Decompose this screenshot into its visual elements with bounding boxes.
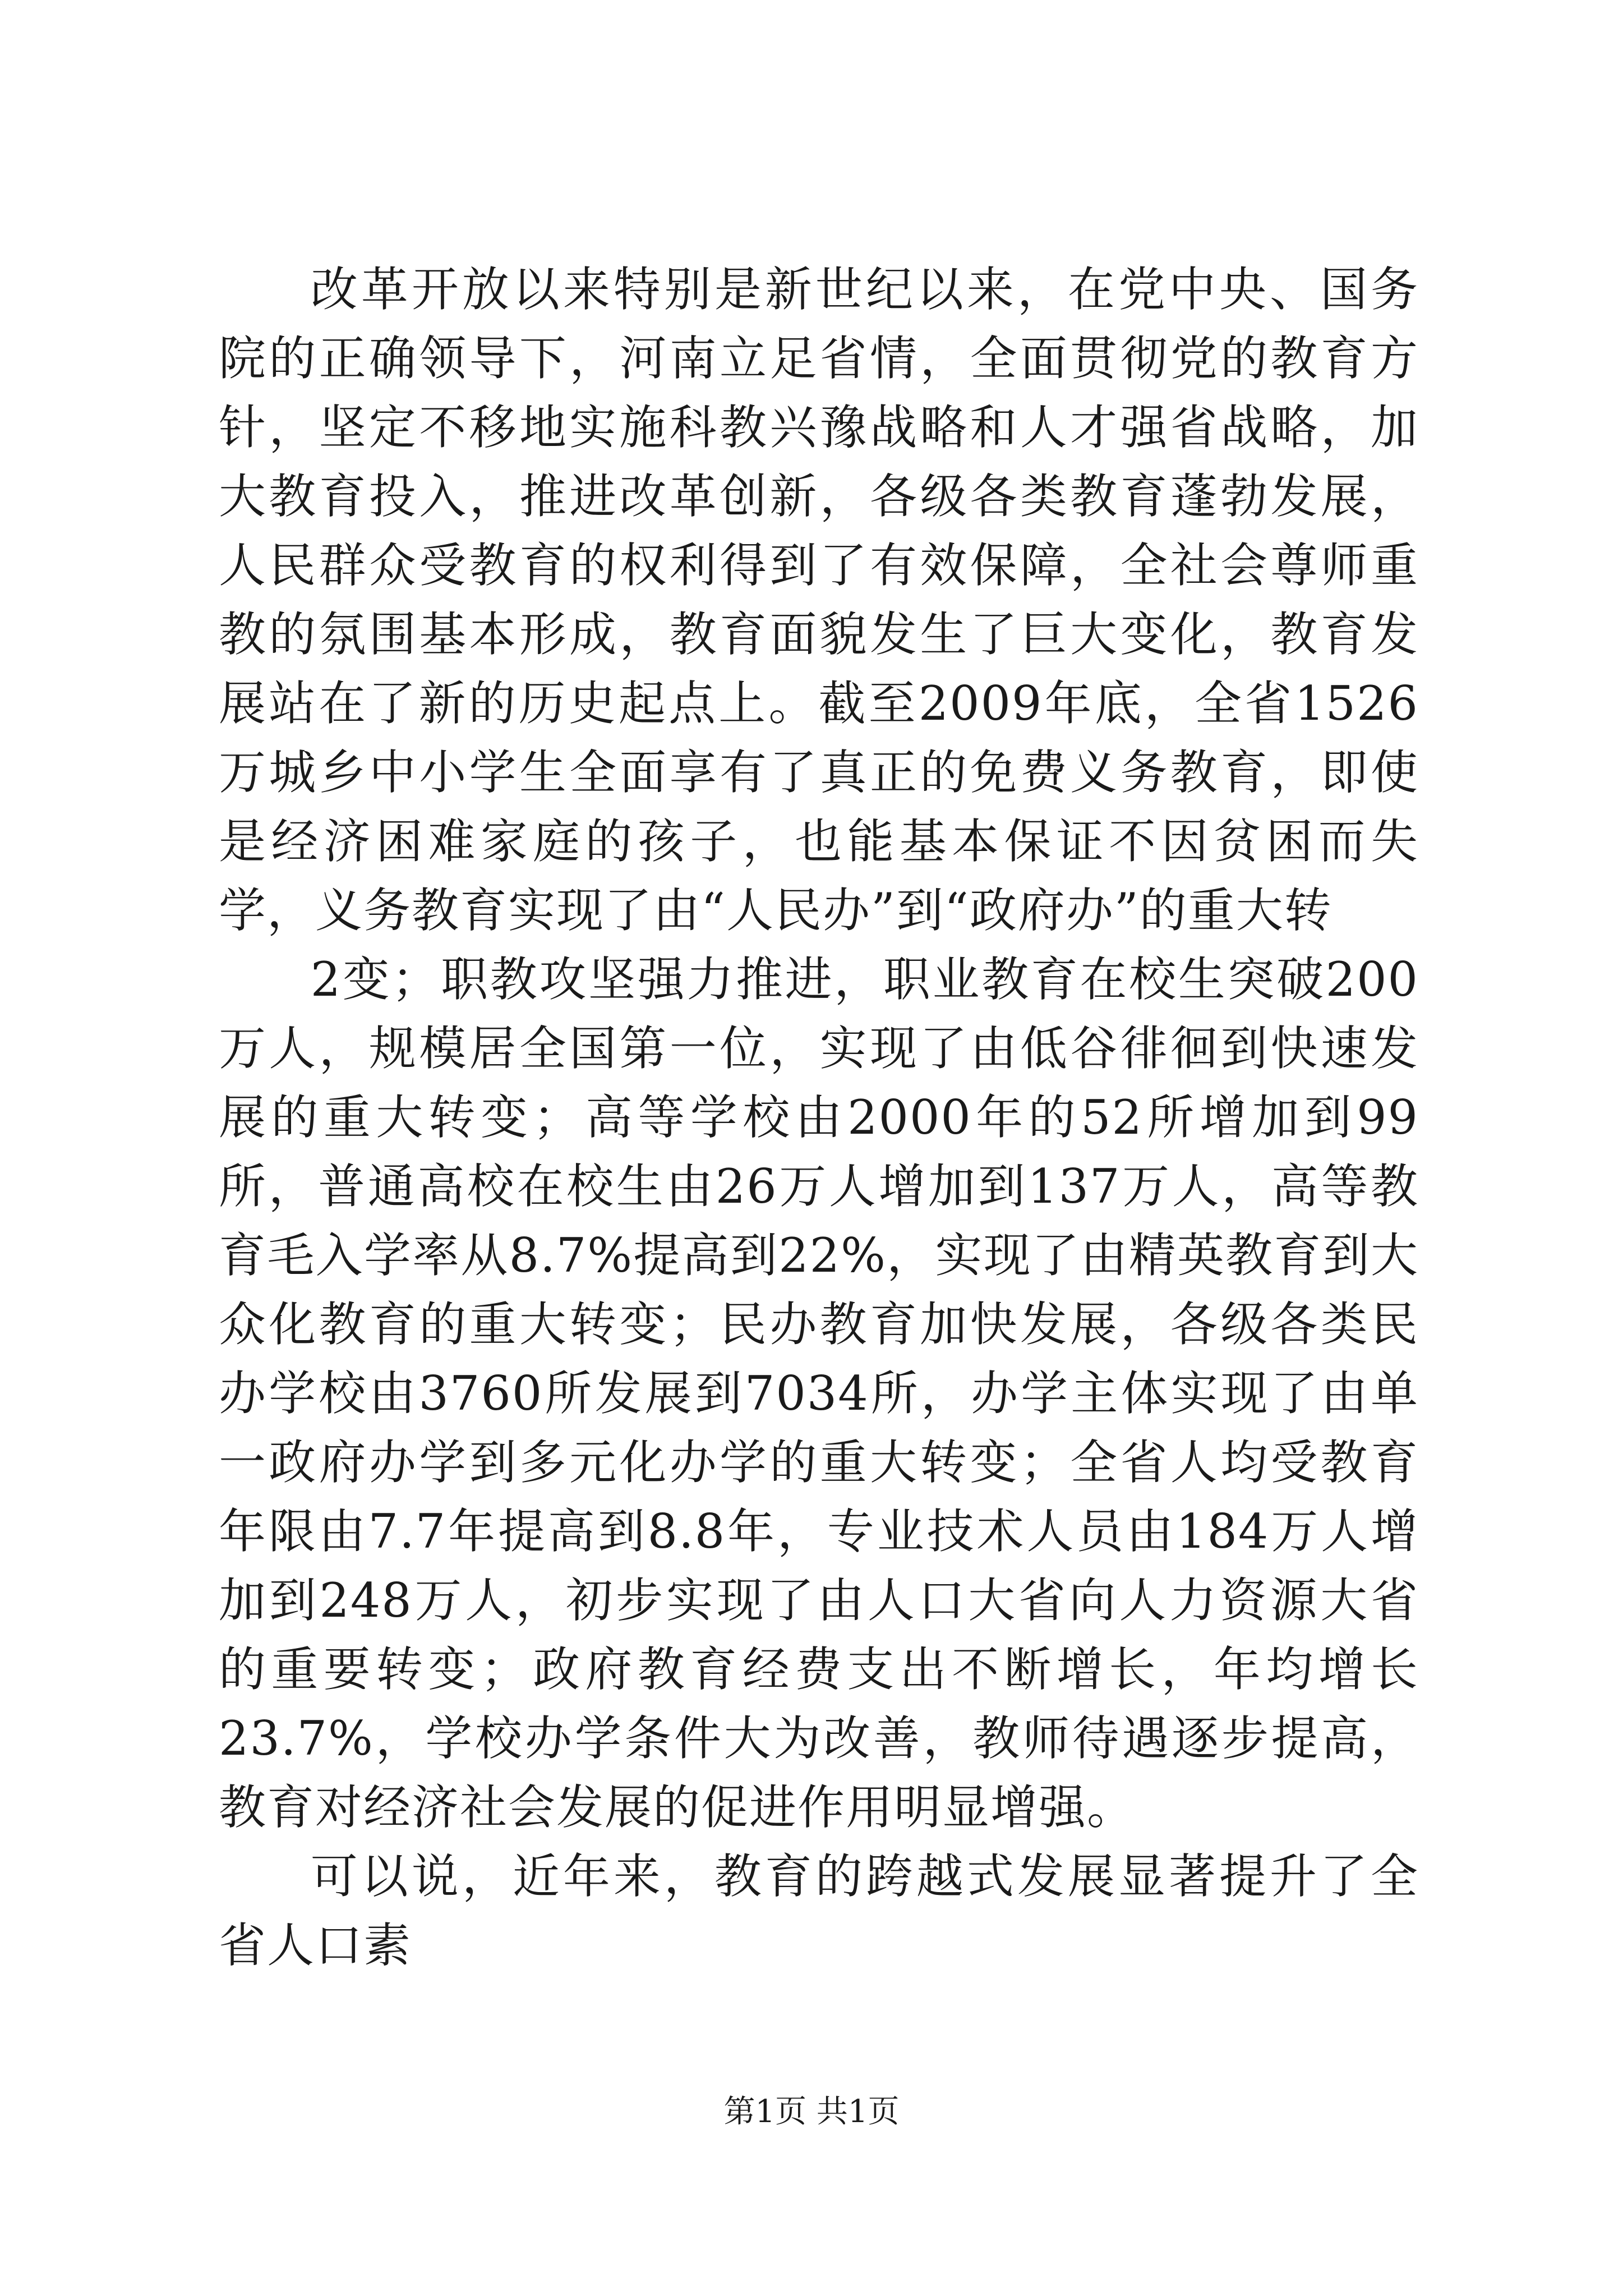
body-text xyxy=(219,255,1419,1980)
page-footer: 第1页 共1页 xyxy=(723,2093,900,2130)
paragraph-2: 2变；职教攻坚强力推进，职业教育在校生突破200万人，规模居全国第一位，实现了由低谷徘徊到快速发展的重大转变；高等学校由2000年的52所增加到99所，普通高校在校生由26万人增加到137万人，高等教育毛入学率从8.7%提高到22%，实现了由精英教育到大众化教育的重大转变；民办教育加快发展，各级各类民办学校由3760所发展到7034所，办学主体实现了由单一政府办学到多元化办学的重大转变；全省人均受教育年限由7.7年提高到8.8年，专业技术人员由184万人增加到248万人，初步实现了由人口大省向人力资源大省的重要转变；政府教育经费支出不断增长，年均增长23.7%，学校办学条件大为改善，教师待遇逐步提高，教育对经济社会发展的促进作用明显增强。 xyxy=(219,952,1419,1835)
paragraph-1: 改革开放以来特别是新世纪以来，在党中央、国务院的正确领导下，河南立足省情，全面贯彻党的教育方针，坚定不移地实施科教兴豫战略和人才强省战略，加大教育投入，推进改革创新，各级各类教育蓬勃发展，人民群众受教育的权利得到了有效保障，全社会尊师重教的氛围基本形成，教育面貌发生了巨大变化，教育发展站在了新的历史起点上。截至2009年底，全省1526万城乡中小学生全面享有了真正的免费义务教育，即使是经济困难家庭的孩子，也能基本保证不因贫困而失学，义务教育实现了由“人民办”到“政府办”的重大转 xyxy=(219,262,1419,938)
paragraph-3: 可以说，近年来，教育的跨越式发展显著提升了全省人口素 xyxy=(219,1849,1419,1973)
